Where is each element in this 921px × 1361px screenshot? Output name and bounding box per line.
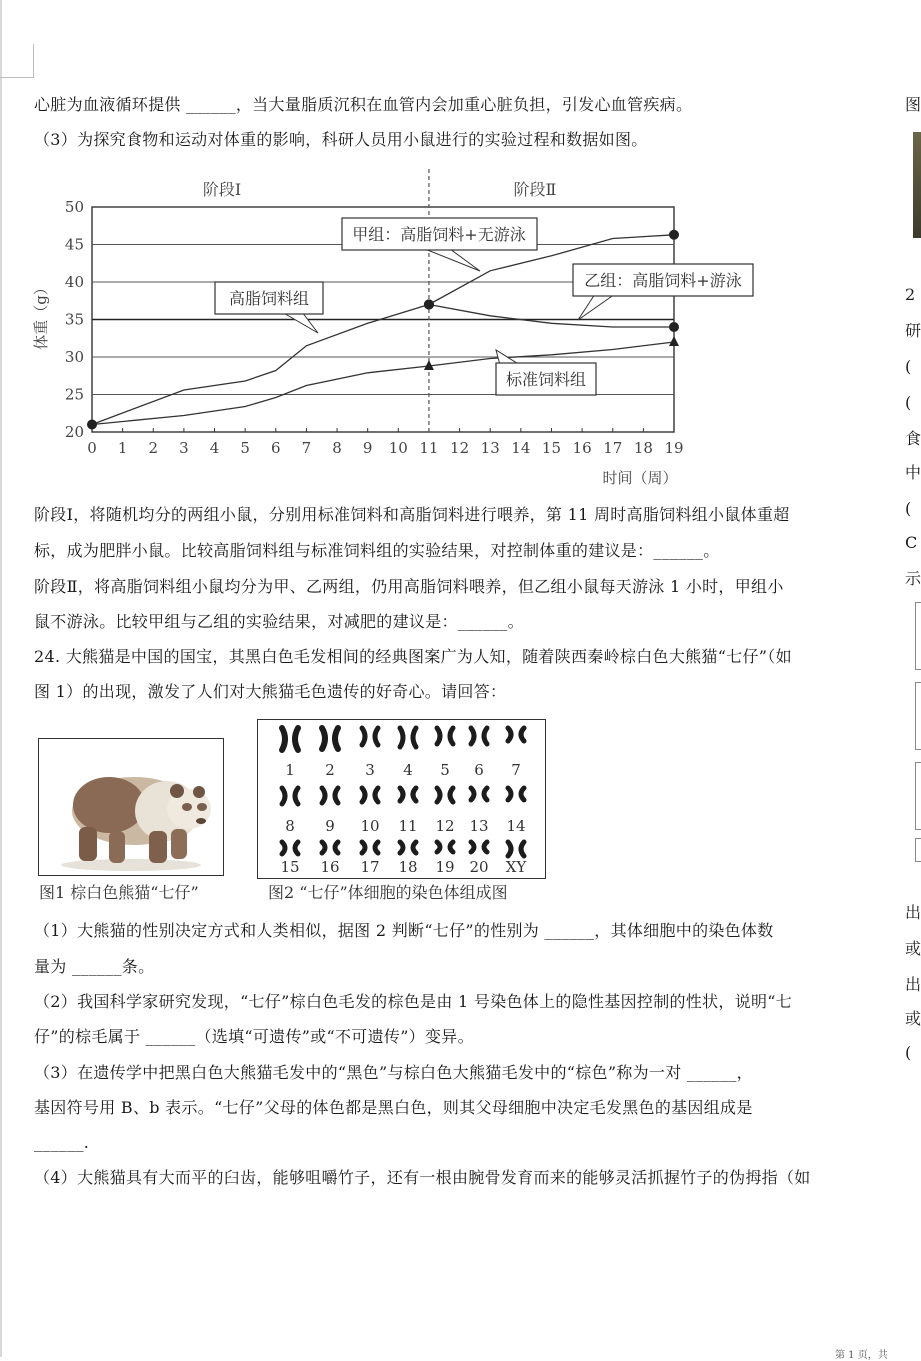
chromosome-pair [400,728,416,747]
y-tick-label: 25 [64,385,84,404]
x-tick-label: 9 [362,439,373,457]
chromosome [437,728,440,744]
chromosome [282,842,285,854]
chromosome-pair [437,842,453,852]
callout-yi-text: 乙组：高脂饲料+游泳 [584,271,742,290]
x-tick-label: 19 [664,439,684,457]
chromosome-pair [471,842,487,852]
chromosome-number-label: 5 [440,761,450,779]
x-tick-label: 11 [419,439,439,457]
page-footer: 第 1 页，共 [835,1350,888,1361]
text-line: 心脏为血液循环提供 ______，当大量脂质沉积在血管内会加重心脏负担，引发心血管疾病。 [34,95,693,114]
x-tick-label: 16 [572,439,592,457]
chromosome [437,842,440,852]
text-line: （1）大熊猫的性别决定方式和人类相似，据图 2 判断“七仔”的性别为 ______，其体细胞中的染色体数 [34,921,774,940]
y-axis-label: 体重（g） [32,280,50,350]
chromosome-pair [508,728,524,741]
chromosome [335,728,338,749]
text-line: （4）大熊猫具有大而平的臼齿，能够咀嚼竹子，还有一根由腕骨发育而来的能够灵活抓握竹子的伪拇指（如 [34,1168,811,1187]
chromosome-number-label: 19 [435,858,455,876]
chromosome [295,788,298,804]
chromosome [450,842,453,852]
chromosome [484,728,487,744]
text-line: 量为 ______条。 [34,957,155,976]
text-line: （2）我国科学家研究发现，“七仔”棕白色毛发的棕色是由 1 号染色体上的隐性基因控制的性状，说明“七 [34,992,793,1011]
right-col-char: 图 [905,95,921,114]
chromosome-number-label: 16 [320,858,340,876]
callout-yi [573,264,753,320]
chromosome-number-label: 6 [474,761,484,779]
series-line-2 [429,305,674,328]
chromosome-pair [471,728,487,744]
y-tick-label: 30 [64,348,84,366]
data-point [88,420,97,429]
chromosome [508,842,511,856]
y-tick-label: 50 [64,198,84,216]
chromosome-pair [282,842,298,854]
x-tick-label: 8 [332,439,342,457]
chromosome-number-label: 4 [403,761,413,779]
x-tick-label: 14 [511,439,531,457]
chromosome-pair [437,728,453,744]
data-point [669,230,679,240]
chromosome-pair [282,788,298,804]
phase-1-label: 阶段Ⅰ [202,180,242,199]
chromosome [400,842,403,853]
right-col-char: 出 [905,975,921,994]
right-col-char: ( [905,357,912,376]
chromosome [471,728,474,744]
text-line: 图 1）的出现，激发了人们对大熊猫毛色遗传的好奇心。请回答： [34,682,507,701]
right-col-char: 中 [905,463,921,482]
chromosome-pair [322,728,338,749]
chromosome-number-label: 7 [511,761,521,779]
y-tick-label: 35 [64,310,84,329]
chromosome-number-label: 10 [360,817,380,835]
adjacent-box [915,838,921,862]
chromosome [508,788,511,800]
chromosome [282,788,285,804]
chromosome-number-label: 13 [469,817,489,835]
chromosome [335,788,338,803]
x-tick-label: 10 [388,439,408,457]
text-line: 鼠不游泳。比较甲组与乙组的实验结果，对减肥的建议是：______。 [34,612,524,631]
x-tick-label: 13 [480,439,500,457]
series-layer [87,230,679,430]
chromosome-number-label: 20 [469,858,489,876]
right-col-char: ( [905,1043,912,1062]
x-tick-label: 2 [148,439,159,457]
question-24-line: 24. 大熊猫是中国的国宝，其黑白色毛发相间的经典图案广为人知，随着陕西秦岭棕白色大熊猫“七仔”（如 [34,647,792,666]
text-line: 基因符号用 B、b 表示。“七仔”父母的体色都是黑白色，则其父母细胞中决定毛发黑色的基因组成是 [34,1098,753,1117]
adjacent-page-column [905,90,921,1270]
panda-photo [38,738,224,876]
right-col-char: 示 [905,569,921,588]
right-col-char: 或 [905,939,921,958]
chromosome [335,842,338,853]
chromosome [484,842,487,852]
chromosome [322,788,325,803]
callout-jia [342,218,537,271]
chromosome-pair [282,728,298,750]
chromosome-number-label: 15 [280,858,300,876]
chromosome-pair [508,788,524,800]
right-col-char: 出 [905,903,921,922]
text-line: （3）为探究食物和运动对体重的影响，科研人员用小鼠进行的实验过程和数据如图。 [34,130,648,149]
x-tick-label: 12 [450,439,470,457]
weight-line-chart [30,165,770,495]
data-point [669,322,679,332]
chromosome [521,788,524,800]
x-tick-label: 6 [271,439,281,457]
chromosome-pair [362,788,378,802]
chromosome [413,788,416,801]
chromosome [295,728,298,750]
text-line: 阶段Ⅰ，将随机均分的两组小鼠，分别用标准饲料和高脂饲料进行喂养，第 11 周时高脂饲料组小鼠体重超 [34,505,790,524]
chromosome-pair [508,842,524,856]
right-col-char: 研 [905,321,921,340]
panda-illustration [39,739,223,875]
chromosome-number-label: 14 [506,817,526,835]
chromosome [375,728,378,745]
crop-mark [0,44,34,78]
x-tick-label: 4 [209,439,220,457]
x-tick-label: 17 [603,439,623,457]
chromosome-number-label: 18 [398,858,418,876]
chromosome-number-label: 11 [398,817,418,835]
right-col-char: ( [905,499,912,518]
right-col-char: 或 [905,1009,921,1028]
x-tick-label: 1 [117,439,128,457]
chromosome-number-label: XY [505,858,527,876]
callout-biaozhun-text: 标准饲料组 [505,370,587,389]
chromosome [322,842,325,853]
text-line: ______. [34,1133,90,1152]
text-line: 标，成为肥胖小鼠。比较高脂饲料组与标准饲料组的实验结果，对控制体重的建议是：______。 [34,541,720,560]
chromosome [508,728,511,741]
chromosome-number-label: 17 [360,858,380,876]
chromosome-pair [471,788,487,800]
chromosome [450,728,453,744]
chromosome [375,842,378,853]
x-tick-label: 0 [87,439,97,457]
callout-gaozhi-text: 高脂饲料组 [228,289,310,308]
right-col-char: C [905,533,918,552]
chromosome-pair [362,842,378,853]
phase-2-label: 阶段Ⅱ [513,180,557,199]
chromosome-pair [322,788,338,803]
data-point [424,300,434,310]
chromosome-pair [400,788,416,801]
chromosome [521,728,524,741]
right-col-char: ( [905,393,912,412]
chromosome [362,788,365,802]
right-col-char: 2 [905,285,916,304]
adjacent-box [915,602,921,670]
y-tick-label: 45 [64,235,84,254]
chromosome [400,788,403,801]
chromosome [521,842,524,856]
figure-2-caption: 图2 “七仔”体细胞的染色体组成图 [268,883,508,902]
adjacent-box [915,682,921,750]
chromosome-number-label: 3 [365,761,375,779]
chromosome [282,728,285,750]
chromosome [471,842,474,852]
chromosome-pair [322,842,338,853]
callout-gaozhi [215,282,323,333]
chromosome-number-label: 2 [325,761,335,779]
chromosome [413,842,416,853]
right-col-char: 食 [905,429,921,448]
x-tick-label: 3 [179,439,189,457]
chromosome [295,842,298,854]
chromosome [362,728,365,745]
chromosome-pair [400,842,416,853]
chromosome-pair [437,788,453,802]
adjacent-box [915,762,921,830]
x-tick-label: 18 [633,439,653,457]
series-line-0 [92,305,429,425]
chromosome [484,788,487,800]
text-line: 阶段Ⅱ，将高脂饲料组小鼠均分为甲、乙两组，仍用高脂饲料喂养，但乙组小鼠每天游泳 1 小时，甲组小 [34,577,784,596]
x-axis-label: 时间（周） [602,469,678,487]
chromosome-number-label: 12 [435,817,455,835]
karyotype-figure [257,719,546,879]
chromosome [450,788,453,802]
chromosome [375,788,378,802]
x-tick-label: 7 [301,439,312,457]
chromosome-number-label: 1 [285,761,295,779]
data-point [669,336,679,346]
adjacent-photo [913,132,921,238]
figure-1-caption: 图1 棕白色熊猫“七仔” [39,883,199,902]
y-tick-label: 40 [64,273,84,291]
chromosome [471,788,474,800]
text-line: 仔”的棕毛属于 ______（选填“可遗传”或“不可遗传”）变异。 [34,1027,474,1046]
text-line: （3）在遗传学中把黑白色大熊猫毛发中的“黑色”与棕白色大熊猫毛发中的“棕色”称为一对 ______， [34,1063,753,1082]
chromosome [413,728,416,747]
chromosome [322,728,325,749]
karyotype-chart [258,720,545,878]
chromosome-number-label: 8 [285,817,295,835]
y-tick-label: 20 [64,423,84,441]
callout-jia-text: 甲组：高脂饲料+无游泳 [352,225,526,244]
chromosome [362,842,365,853]
chromosome [437,788,440,802]
x-tick-label: 5 [240,439,250,457]
page-edge [0,0,2,1357]
chromosome-pair [362,728,378,745]
chromosome [400,728,403,747]
x-tick-label: 15 [541,439,562,457]
chromosome-number-label: 9 [325,817,335,835]
